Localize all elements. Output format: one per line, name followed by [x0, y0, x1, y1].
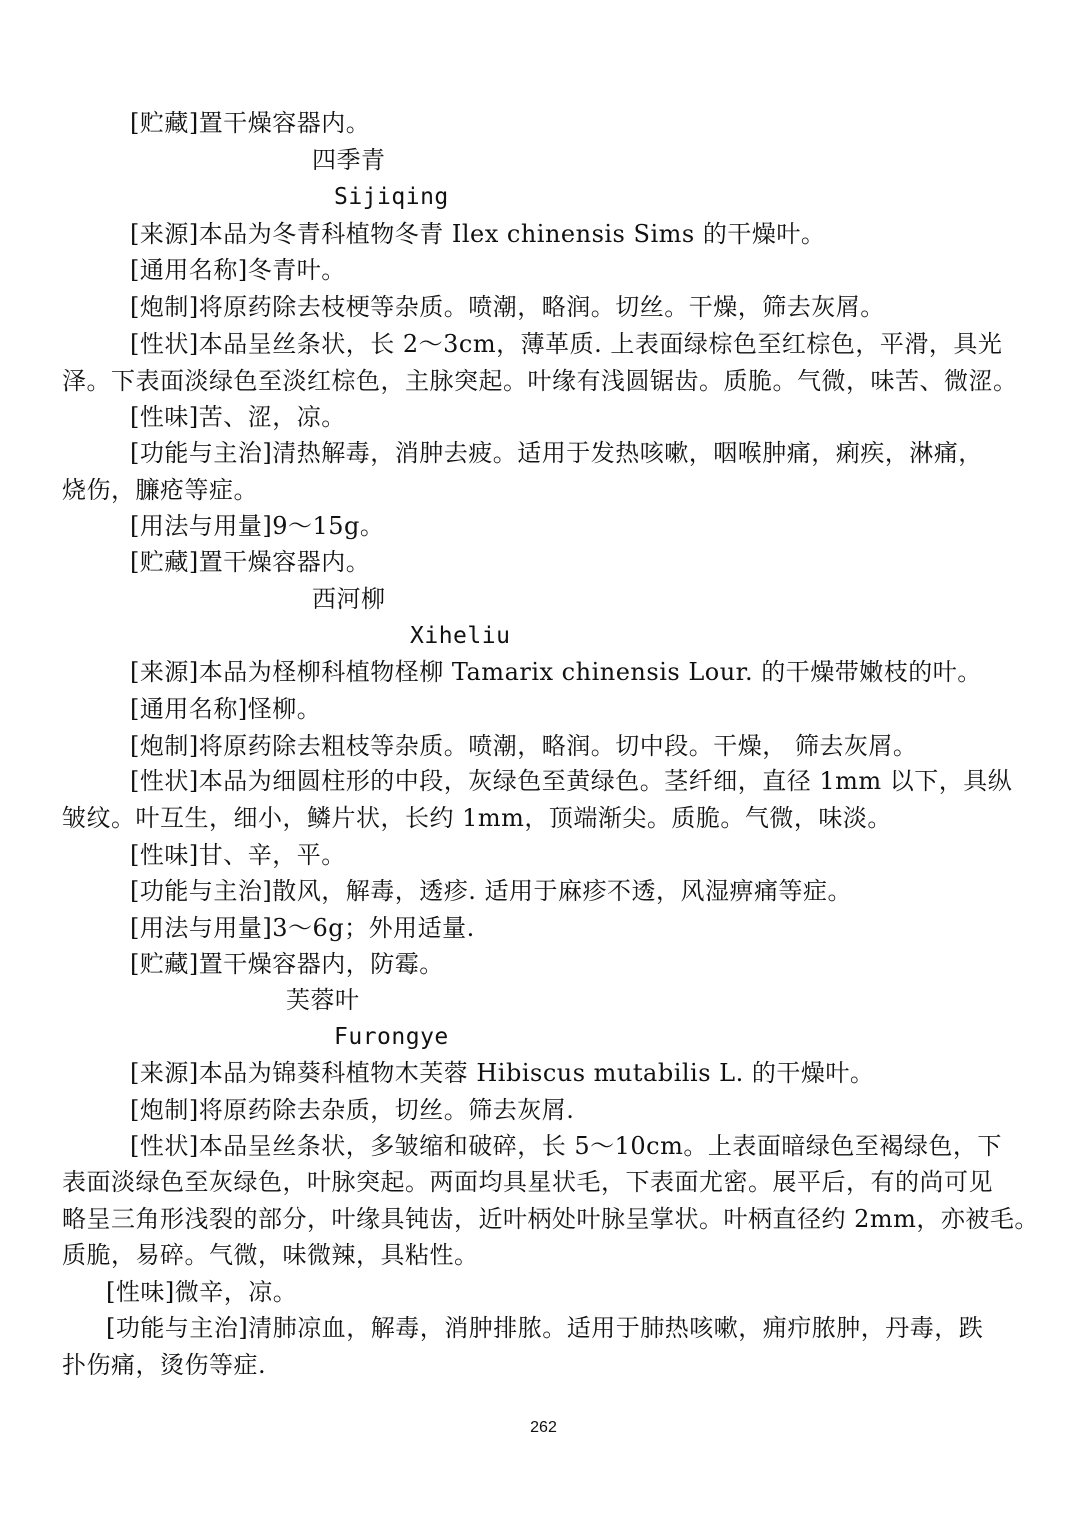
processing-xiheliu: [炮制]将原药除去粗枝等杂质。喷潮，略润。切中段。干燥， 筛去灰屑。 — [130, 732, 918, 760]
description-furongye-1: [性状]本品呈丝条状，多皱缩和破碎，长 5～10cm。上表面暗绿色至褐绿色，下 — [130, 1132, 1002, 1160]
processing-sijiqing: [炮制]将原药除去枝梗等杂质。喷潮，略润。切丝。干燥，筛去灰屑。 — [130, 293, 885, 321]
nature-furongye: [性味]微辛，凉。 — [106, 1278, 298, 1306]
entry-pinyin-xiheliu: Xiheliu — [410, 623, 511, 649]
entry-pinyin-furongye: Furongye — [334, 1024, 449, 1050]
entry-title-sijiqing: 四季青 — [312, 146, 386, 174]
function-furongye-1: [功能与主治]清肺凉血，解毒，消肿排脓。适用于肺热咳嗽，痈疖脓肿，丹毒，跌 — [106, 1314, 984, 1342]
source-xiheliu: [来源]本品为柽柳科植物柽柳 Tamarix chinensis Lour. 的干燥带嫩枝的叶。 — [130, 658, 982, 686]
source-sijiqing: [来源]本品为冬青科植物冬青 Ilex chinensis Sims 的干燥叶。 — [130, 220, 826, 248]
nature-xiheliu: [性味]甘、辛，平。 — [130, 841, 346, 869]
function-xiheliu-1: [功能与主治]散风，解毒，透疹. 适用于麻疹不透，风湿痹痛等症。 — [130, 877, 852, 905]
entry-title-xiheliu: 西河柳 — [312, 585, 386, 613]
common-name-sijiqing: [通用名称]冬青叶。 — [130, 256, 346, 284]
dosage-xiheliu: [用法与用量]3～6g；外用适量. — [130, 914, 475, 942]
page-number: 262 — [530, 1419, 557, 1436]
storage-prev: [贮藏]置干燥容器内。 — [130, 109, 371, 137]
function-sijiqing-1: [功能与主治]清热解毒，消肿去疲。适用于发热咳嗽，咽喉肿痛，痢疾，淋痛， — [130, 439, 983, 467]
nature-sijiqing: [性味]苦、涩，凉。 — [130, 403, 346, 431]
entry-pinyin-sijiqing: Sijiqing — [334, 184, 449, 210]
description-xiheliu-2: 皱纹。叶互生，细小，鳞片状，长约 1mm，顶端渐尖。质脆。气微，味淡。 — [62, 804, 892, 832]
storage-sijiqing: [贮藏]置干燥容器内。 — [130, 548, 371, 576]
description-sijiqing-2: 泽。下表面淡绿色至淡红棕色，主脉突起。叶缘有浅圆锯齿。质脆。气微，味苦、微涩。 — [62, 367, 1018, 395]
description-furongye-3: 略呈三角形浅裂的部分，叶缘具钝齿，近叶柄处叶脉呈掌状。叶柄直径约 2mm，亦被毛。 — [62, 1205, 1039, 1233]
description-furongye-2: 表面淡绿色至灰绿色，叶脉突起。两面均具星状毛，下表面尤密。展平后，有的尚可见 — [62, 1168, 993, 1196]
storage-xiheliu: [贮藏]置干燥容器内，防霉。 — [130, 950, 444, 978]
source-furongye: [来源]本品为锦葵科植物木芙蓉 Hibiscus mutabilis L. 的干燥叶。 — [130, 1059, 875, 1087]
common-name-xiheliu: [通用名称]怪柳。 — [130, 695, 322, 723]
description-sijiqing-1: [性状]本品呈丝条状，长 2～3cm，薄革质. 上表面绿棕色至红棕色，平滑，具光 — [130, 330, 1003, 358]
function-furongye-2: 扑伤痛，烫伤等症. — [62, 1351, 267, 1379]
function-sijiqing-2: 烧伤，臁疮等症。 — [62, 476, 258, 504]
description-xiheliu-1: [性状]本品为细圆柱形的中段，灰绿色至黄绿色。茎纤细，直径 1mm 以下，具纵 — [130, 767, 1013, 795]
entry-title-furongye: 芙蓉叶 — [286, 986, 360, 1014]
dosage-sijiqing: [用法与用量]9～15g。 — [130, 512, 385, 540]
description-furongye-4: 质脆，易碎。气微，味微辣，具粘性。 — [62, 1241, 479, 1269]
processing-furongye: [炮制]将原药除去杂质，切丝。筛去灰屑. — [130, 1096, 575, 1124]
